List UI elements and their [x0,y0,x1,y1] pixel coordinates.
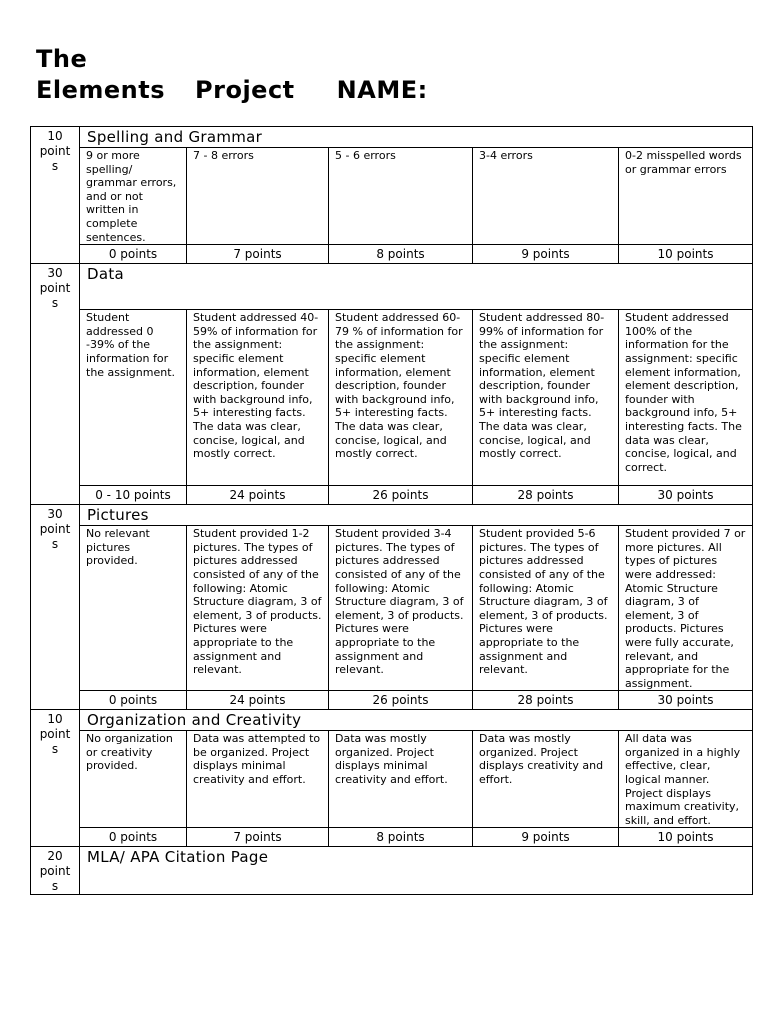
score-cell: 24 points [187,486,329,505]
criteria-cell: Student provided 5-6 pictures. The types of pictures addressed consisted of any of the following: Atomic Structure diagram, 3 of element, 3 of products. Pictures were appropriate to the assignment and relevant. [473,526,619,691]
rubric-table [30,126,753,895]
score-cell: 7 points [187,828,329,847]
score-cell: 10 points [619,245,753,264]
criteria-row [31,148,753,245]
criteria-row [31,731,753,828]
score-cell: 0 - 10 points [80,486,187,505]
section-points-cell: 30 point s [31,505,80,710]
section-heading-row [31,127,753,148]
score-cell: 24 points [187,691,329,710]
section-heading-row [31,505,753,526]
section-heading-row [31,847,753,895]
document-title [36,44,428,106]
criteria-cell: No organization or creativity provided. [80,731,187,828]
score-cell: 0 points [80,245,187,264]
criteria-cell: Student provided 1-2 pictures. The types of pictures addressed consisted of any of the following: Atomic Structure diagram, 3 of element, 3 of products. Pictures were appropriate to the assignment and relevant. [187,526,329,691]
title-word-elements: Elements [36,76,166,104]
criteria-cell: Data was mostly organized. Project displays creativity and effort. [473,731,619,828]
section-heading: Data [80,264,753,310]
score-cell: 7 points [187,245,329,264]
criteria-cell: Student addressed 40- 59% of information for the assignment: specific element information, element description, founder with background info, 5+ interesting facts. The data was clear, concise, logical, and mostly correct. [187,310,329,486]
criteria-cell: Student provided 7 or more pictures. All types of pictures were addressed: Atomic Structure diagram, 3 of element, 3 of products. Pictures were fully accurate, relevant, and appropriate for the assignment. [619,526,753,691]
criteria-cell: 0-2 misspelled words or grammar errors [619,148,753,245]
criteria-cell: Data was attempted to be organized. Project displays minimal creativity and effort. [187,731,329,828]
section-points-cell: 10 point s [31,710,80,847]
title-word-project: Project [195,76,295,104]
score-cell: 8 points [329,828,473,847]
score-cell: 28 points [473,486,619,505]
score-cell: 26 points [329,691,473,710]
score-cell: 0 points [80,828,187,847]
section-heading: Pictures [80,505,753,526]
score-cell: 10 points [619,828,753,847]
criteria-cell: Student addressed 100% of the information for the assignment: specific element information, element description, founder with background info, 5+ interesting facts. The data was clear, concise, logical, and correct. [619,310,753,486]
section-points-cell: 10 point s [31,127,80,264]
criteria-cell: Student addressed 60-79 % of information for the assignment: specific element information, element description, founder with background info, 5+ interesting facts. The data was clear, concise, logical, and mostly correct. [329,310,473,486]
title-line-1: The [36,45,88,73]
score-row [31,828,753,847]
criteria-cell: Student provided 3-4 pictures. The types of pictures addressed consisted of any of the following: Atomic Structure diagram, 3 of element, 3 of products. Pictures were appropriate to the assignment and relevant. [329,526,473,691]
criteria-cell: All data was organized in a highly effective, clear, logical manner. Project displays maximum creativity, skill, and effort. [619,731,753,828]
criteria-row [31,526,753,691]
score-cell: 9 points [473,245,619,264]
section-points-cell: 30 point s [31,264,80,505]
score-cell: 28 points [473,691,619,710]
section-heading: Organization and Creativity [80,710,753,731]
criteria-cell: 7 - 8 errors [187,148,329,245]
score-cell: 26 points [329,486,473,505]
criteria-row [31,310,753,486]
section-heading: Spelling and Grammar [80,127,753,148]
section-heading: MLA/ APA Citation Page [80,847,753,895]
score-row [31,486,753,505]
title-line-2 [36,75,428,106]
criteria-cell: 5 - 6 errors [329,148,473,245]
score-cell: 9 points [473,828,619,847]
criteria-cell: 3-4 errors [473,148,619,245]
score-cell: 30 points [619,486,753,505]
criteria-cell: No relevant pictures provided. [80,526,187,691]
score-row [31,691,753,710]
section-points-cell: 20 point s [31,847,80,895]
score-cell: 8 points [329,245,473,264]
section-heading-row [31,710,753,731]
criteria-cell: Student addressed 0 -39% of the information for the assignment. [80,310,187,486]
criteria-cell: Student addressed 80-99% of information for the assignment: specific element information, element description, founder with background info, 5+ interesting facts. The data was clear, concise, logical, and mostly correct. [473,310,619,486]
score-row [31,245,753,264]
criteria-cell: 9 or more spelling/ grammar errors, and or not written in complete sentences. [80,148,187,245]
criteria-cell: Data was mostly organized. Project displays minimal creativity and effort. [329,731,473,828]
name-label: NAME: [336,76,428,104]
score-cell: 30 points [619,691,753,710]
score-cell: 0 points [80,691,187,710]
section-heading-row [31,264,753,310]
